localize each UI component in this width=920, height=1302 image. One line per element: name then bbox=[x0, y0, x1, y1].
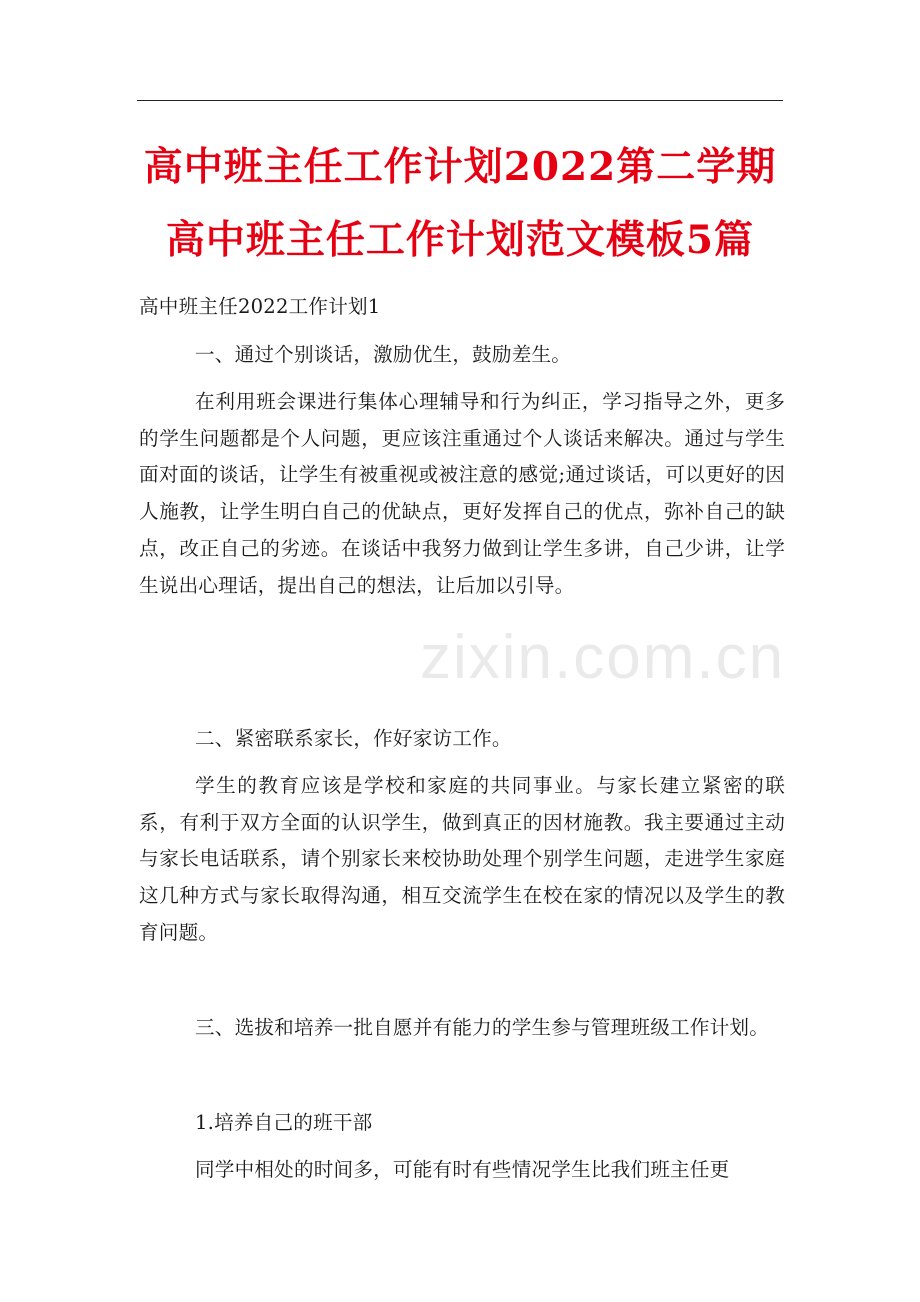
title-line-2: 高中班主任工作计划范文模板5篇 bbox=[165, 217, 755, 263]
paragraph-2: 在利用班会课进行集体心理辅导和行为纠正，学习指导之外，更多的学生问题都是个人问题，更应该注重通过个人谈话来解决。通过与学生面对面的谈话，让学生有被重视或被注意的感觉;通过谈话，可以更好的因人施教，让学生明白自己的优缺点，更好发挥自己的优点，弥补自己的缺点，改正自己的劣迹。在谈话中我努力做到让学生多讲，自己少讲，让学生说出心理话，提出自己的想法，让后加以引导。 bbox=[139, 390, 785, 597]
paragraph-4: 学生的教育应该是学校和家庭的共同事业。与家长建立紧密的联系，有利于双方全面的认识学生，做到真正的因材施教。我主要通过主动与家长电话联系，请个别家长来校协助处理个别学生问题，走进学生家庭这几种方式与家长取得沟通，相互交流学生在校在家的情况以及学生的教育问题。 bbox=[139, 774, 785, 944]
paragraph-6: 1.培养自己的班干部 bbox=[195, 1111, 373, 1134]
watermark: zixin.com.cn bbox=[420, 623, 786, 692]
paragraph-5: 三、选拔和培养一批自愿并有能力的学生参与管理班级工作计划。 bbox=[195, 1016, 770, 1039]
header-rule bbox=[137, 100, 783, 101]
paragraph-7: 同学中相处的时间多，可能有时有些情况学生比我们班主任更 bbox=[195, 1158, 730, 1181]
paragraph-1: 一、通过个别谈话，激励优生，鼓励差生。 bbox=[195, 343, 572, 366]
title-line-1: 高中班主任工作计划2022第二学期 bbox=[143, 144, 777, 190]
section-heading: 高中班主任2022工作计划1 bbox=[139, 295, 381, 318]
paragraph-3: 二、紧密联系家长，作好家访工作。 bbox=[195, 727, 512, 750]
